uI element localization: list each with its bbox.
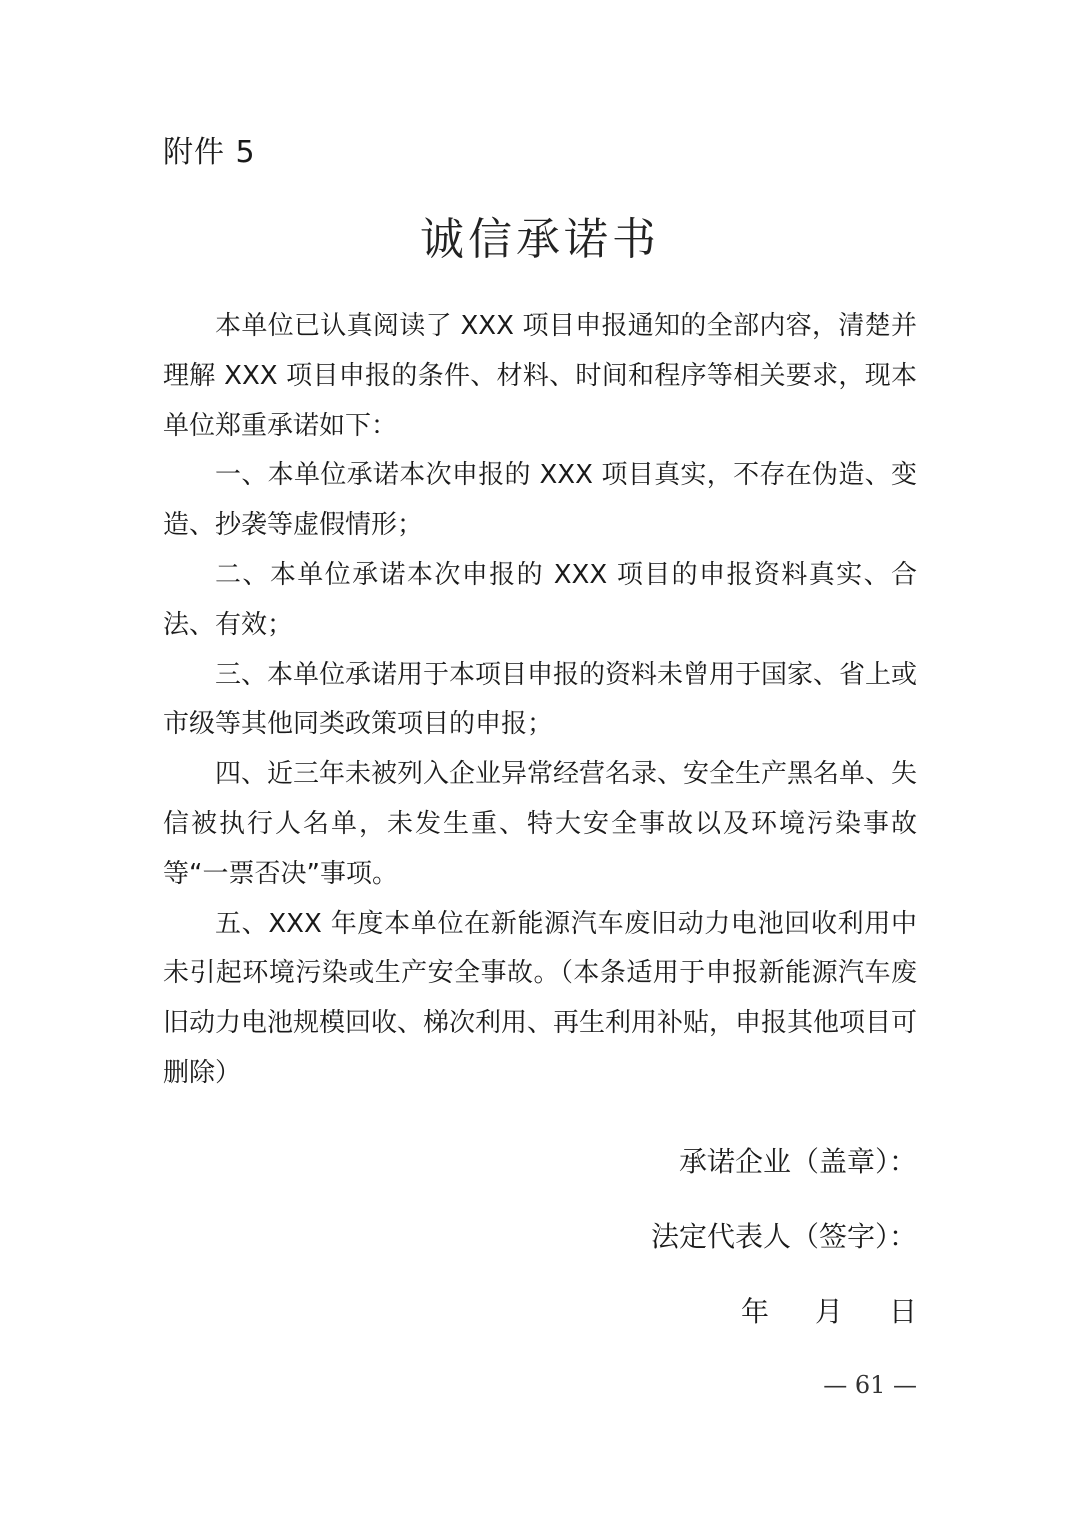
paragraph-commitment-2: 二、本单位承诺本次申报的 XXX 项目的申报资料真实、合法、有效；	[163, 559, 917, 640]
paragraph-commitment-1: 一、本单位承诺本次申报的 XXX 项目真实，不存在伪造、变造、抄袭等虚假情形；	[163, 460, 917, 541]
page-number: — 61 —	[823, 1371, 917, 1399]
company-seal-label: 承诺企业（盖章）：	[678, 1145, 917, 1178]
paragraph-commitment-4: 四、近三年未被列入企业异常经营名录、安全生产黑名单、失信被执行人名单，未发生重、特大安全事故以及环境污染事故等“一票否决”事项。	[163, 759, 918, 889]
document-title: 诚信承诺书	[420, 214, 660, 265]
date-day-label: 日	[888, 1295, 917, 1328]
paragraph-commitment-3: 三、本单位承诺用于本项目申报的资料未曾用于国家、省上或市级等其他同类政策项目的申报；	[163, 659, 918, 740]
paragraph-intro: 本单位已认真阅读了 XXX 项目申报通知的全部内容，清楚并理解 XXX 项目申报的条件、材料、时间和程序等相关要求，现本单位郑重承诺如下：	[163, 311, 917, 441]
attachment-label: 附件 5	[163, 135, 256, 170]
date-year-label: 年	[740, 1295, 769, 1328]
date-month-label: 月	[814, 1295, 843, 1328]
document-body	[163, 302, 917, 1099]
legal-representative-label: 法定代表人（签字）：	[650, 1220, 917, 1253]
paragraph-commitment-5: 五、XXX 年度本单位在新能源汽车废旧动力电池回收利用中未引起环境污染或生产安全事故。（本条适用于申报新能源汽车废旧动力电池规模回收、梯次利用、再生利用补贴，申报其他项目可删除）	[163, 908, 918, 1088]
signature-date	[741, 1292, 917, 1332]
